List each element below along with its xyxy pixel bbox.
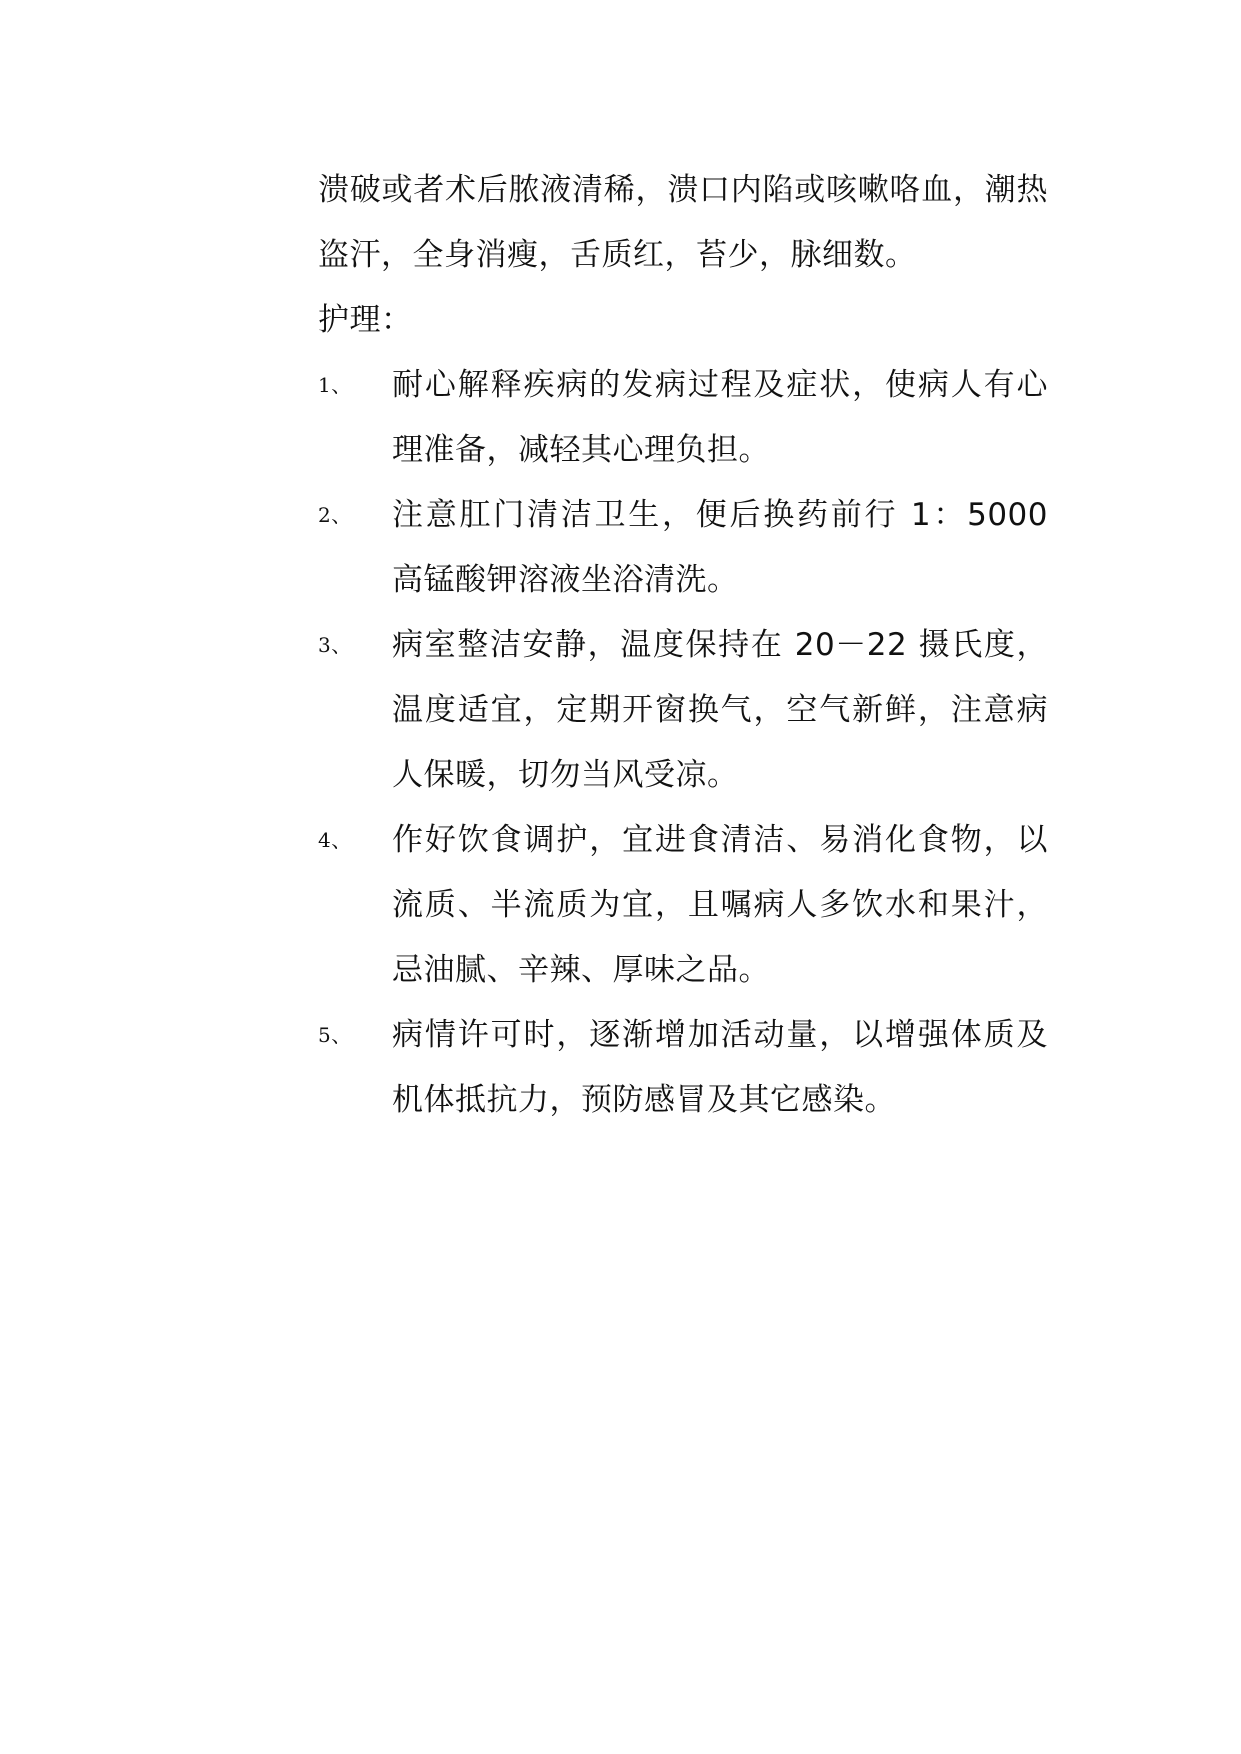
list-item-text: 病室整洁安静，温度保持在 20－22 摄氏度，温度适宜，定期开窗换气，空气新鲜，注意病人保暖，切勿当风受凉。 bbox=[392, 627, 1048, 793]
list-item-number: 4、 bbox=[318, 828, 352, 852]
list-item bbox=[318, 483, 1048, 613]
list-item-number: 3、 bbox=[318, 633, 352, 657]
list-item bbox=[318, 808, 1048, 1003]
section-heading: 护理： bbox=[318, 302, 413, 338]
list-item-text: 病情许可时，逐渐增加活动量，以增强体质及机体抵抗力，预防感冒及其它感染。 bbox=[392, 1017, 1048, 1118]
list-item-number: 2、 bbox=[318, 503, 352, 527]
list-item-text: 注意肛门清洁卫生，便后换药前行 1：5000 高锰酸钾溶液坐浴清洗。 bbox=[392, 497, 1048, 598]
document-body bbox=[318, 158, 1048, 1133]
list-item bbox=[318, 1003, 1048, 1133]
list-item bbox=[318, 613, 1048, 808]
nursing-list bbox=[318, 353, 1048, 1133]
list-item-text: 耐心解释疾病的发病过程及症状，使病人有心理准备，减轻其心理负担。 bbox=[392, 367, 1048, 468]
intro-paragraph: 溃破或者术后脓液清稀，溃口内陷或咳嗽咯血，潮热盗汗，全身消瘦，舌质红，苔少，脉细数。 bbox=[318, 172, 1048, 273]
list-item-number: 5、 bbox=[318, 1023, 352, 1047]
list-item bbox=[318, 353, 1048, 483]
list-item-number: 1、 bbox=[318, 373, 352, 397]
list-item-text: 作好饮食调护，宜进食清洁、易消化食物，以流质、半流质为宜，且嘱病人多饮水和果汁，忌油腻、辛辣、厚味之品。 bbox=[392, 822, 1048, 988]
